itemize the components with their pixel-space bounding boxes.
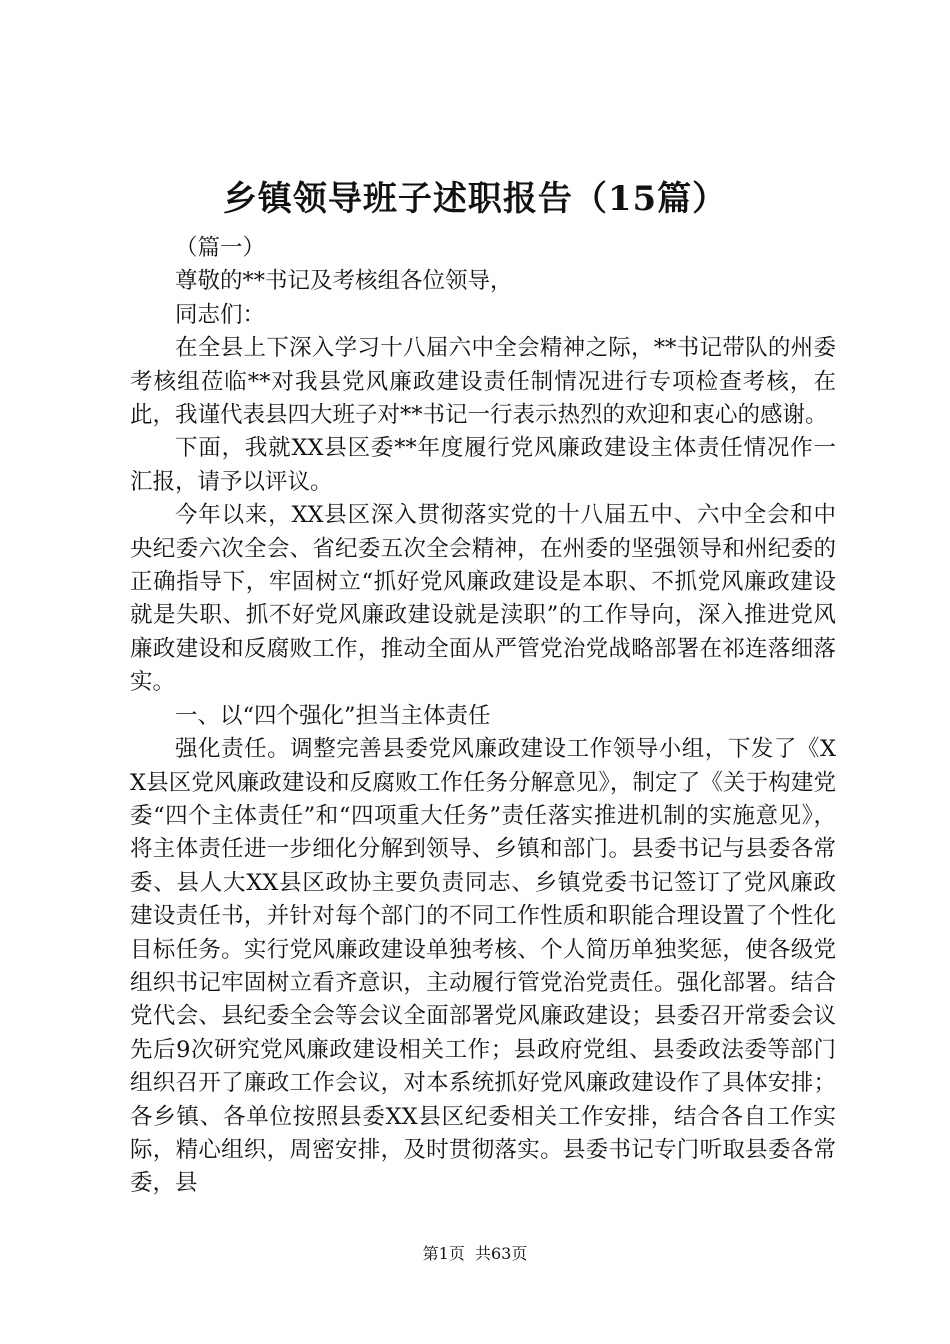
paragraph-overview: 今年以来，XX县区深入贯彻落实党的十八届五中、六中全会和中央纪委六次全会、省纪委五次全会精神，在州委的坚强领导和州纪委的正确指导下，牢固树立“抓好党风廉政建设是本职、不抓党风廉政建设就是失职、抓不好党风廉政建设就是渎职”的工作导向，深入推进党风廉政建设和反腐败工作，推动全面从严管党治党战略部署在祁连落细落实。 [130, 502, 836, 696]
paragraph-section-label: （篇一） [175, 235, 266, 261]
document-title: 乡镇领导班子述职报告（15篇） [222, 179, 728, 219]
page-footer: 第1页 共63页 [422, 1244, 528, 1263]
paragraph-greeting: 同志们： [175, 301, 266, 328]
paragraph-intro: 下面，我就XX县区委**年度履行党风廉政建设主体责任情况作一汇报，请予以评议。 [130, 435, 836, 495]
section-heading: 一、以“四个强化”担当主体责任 [175, 702, 491, 729]
document-body [130, 232, 836, 1201]
paragraph-salutation: 尊敬的**书记及考核组各位领导， [175, 268, 513, 295]
paragraph-responsibility: 强化责任。调整完善县委党风廉政建设工作领导小组，下发了《XX县区党风廉政建设和反腐败工作任务分解意见》，制定了《关于构建党委“四个主体责任”和“四项重大任务”责任落实推进机制的实施意见》，将主体责任进一步细化分解到领导、乡镇和部门。县委书记与县委各常委、县人大XX县区政协主要负责同志、乡镇党委书记签订了党风廉政建设责任书，并针对每个部门的不同工作性质和职能合理设置了个性化目标任务。实行党风廉政建设单独考核、个人简历单独奖惩，使各级党组织书记牢固树立看齐意识，主动履行管党治党责任。强化部署。结合党代会、县纪委全会等会议全面部署党风廉政建设；县委召开常委会议先后9次研究党风廉政建设相关工作；县政府党组、县委政法委等部门组织召开了廉政工作会议，对本系统抓好党风廉政建设作了具体安排；各乡镇、各单位按照县委XX县区纪委相关工作安排，结合各自工作实际，精心组织，周密安排，及时贯彻落实。县委书记专门听取县委各常委，县 [130, 736, 836, 1197]
paragraph-welcome: 在全县上下深入学习十八届六中全会精神之际，**书记带队的州委考核组莅临**对我县党风廉政建设责任制情况进行专项检查考核，在此，我谨代表县四大班子对**书记一行表示热烈的欢迎和衷心的感谢。 [130, 335, 836, 429]
